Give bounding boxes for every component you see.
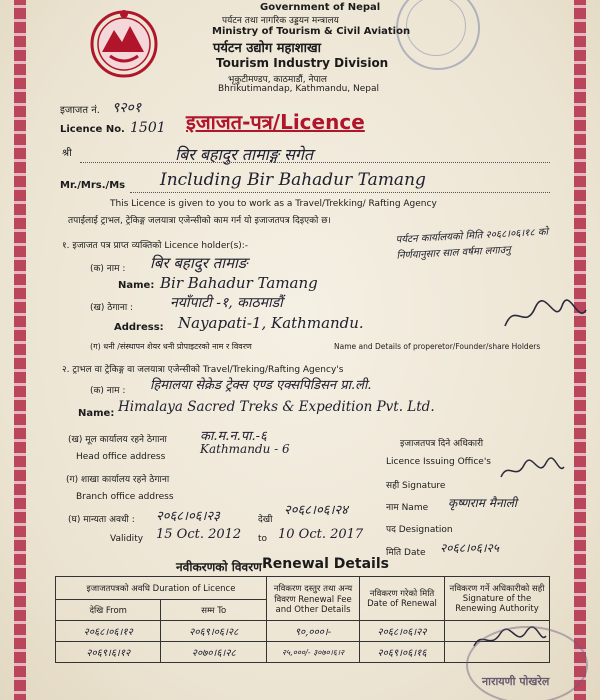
s2-head-value: Kathmandu - 6: [200, 442, 290, 456]
validity-np-dekhi: देखी: [258, 515, 273, 525]
s2-head-label: Head office address: [76, 452, 166, 462]
row2-from: २०६९।६।१२: [56, 642, 161, 663]
issuer-en: Licence Issuing Office's: [386, 457, 491, 467]
division-en: Tourism Industry Division: [216, 56, 389, 70]
stamp-name: नारायणी पोखरेल: [482, 675, 550, 688]
s1-name-label: Name:: [118, 280, 155, 291]
row1-to: २०६९।०६।२८: [161, 621, 267, 642]
shri-label: श्री: [62, 148, 72, 159]
row2-fee: २५,०००/- ३०७०।६।२: [267, 642, 360, 663]
name-label: नाम Name: [386, 503, 429, 513]
mr-label: Mr./Mrs./Ms: [60, 180, 126, 191]
left-decorative-border: [14, 0, 26, 700]
signature-mark-1: [500, 296, 590, 336]
gov-np-heading: Government of Nepal: [260, 2, 381, 13]
ministry-np: पर्यटन तथा नागरिक उड्डयन मन्त्रालय: [222, 16, 339, 26]
section1-heading: १. इजाजत पत्र प्राप्त व्यक्तिको Licence holder(s):-: [62, 241, 249, 251]
s2-branch-label: Branch office address: [76, 492, 174, 502]
name-value: कृष्णराम मैनाली: [448, 496, 517, 510]
s2-branch-np: (ग) शाखा कार्यालय रहने ठेगाना: [66, 475, 170, 485]
validity-np-to: २०६८।०६।२४: [284, 503, 348, 518]
handwritten-note: पर्यटन कार्यालयको मिति २०६८।०६।१८ को निर्णयानुसार साल वर्षमा लगाउनु: [395, 226, 549, 262]
s1-g-en: Name and Details of properetor/Founder/share Holders: [334, 342, 541, 351]
s1-name-np: बिर बहादुर तामाङ: [150, 254, 248, 272]
page-title: इजाजत-पत्र/Licence: [186, 110, 365, 134]
s1-addr-np: नयाँपाटी -१, काठमाडौं: [170, 295, 283, 311]
s1-name-np-label: (क) नाम :: [90, 264, 126, 274]
s2-head-np: का.म.न.पा.-६: [200, 429, 267, 444]
row1-from: २०६८।०६।१२: [56, 621, 161, 642]
s1-addr: Nayapati-1, Kathmandu.: [178, 314, 364, 332]
designation-label: पद Designation: [386, 525, 453, 535]
row1-fee: ९०,०००।-: [267, 621, 360, 642]
row1-date: २०६८।०६।२२: [360, 621, 445, 642]
holder-name-np: बिर बहादुर तामाङ्ग सगेत: [175, 145, 313, 164]
validity-to-word: to: [258, 534, 268, 544]
col-date: नविकरण गरेको मिति Date of Renewal: [360, 577, 445, 621]
col-from: देखि From: [56, 600, 161, 621]
validity-np-label: (घ) मान्यता अवधी :: [68, 515, 135, 525]
given-np: तपाईलाई ट्राभल, ट्रेकिङ्ग जलयात्रा एजेन्सीको काम गर्न यो इजाजतपत्र दिइएको छ।: [68, 216, 331, 226]
validity-to: 10 Oct. 2017: [278, 527, 364, 542]
address-en: Bhrikutimandap, Kathmandu, Nepal: [218, 84, 380, 94]
s1-addr-np-label: (ख) ठेगाना :: [90, 303, 134, 313]
col-to: सम्म To: [161, 600, 267, 621]
s2-name-np: हिमालया सेक्रेड ट्रेक्स एण्ड एक्सपिडिसन प्रा.ली.: [150, 378, 372, 393]
renewal-heading-np: नवीकरणको विवरण: [176, 560, 262, 574]
ijajat-no-label: इजाजत नं.: [60, 105, 100, 116]
issuer-np: इजाजतपत्र दिने अधिकारी: [400, 439, 484, 449]
validity-from: 15 Oct. 2012: [156, 527, 242, 542]
s2-name-label: Name:: [78, 408, 115, 419]
s2-name-np-label: (क) नाम :: [90, 386, 126, 396]
row2-to: २०७०।६।२८: [161, 642, 267, 663]
holder-name-en: Including Bir Bahadur Tamang: [160, 170, 426, 190]
s2-name: Himalaya Sacred Treks & Expedition Pvt. Ltd.: [118, 399, 435, 415]
s1-name: Bir Bahadur Tamang: [160, 274, 318, 292]
nepal-emblem-icon: [84, 6, 164, 80]
s1-g-np: (ग) धनी /संस्थापन शेयर धनी प्रोपाइटरको नाम र विवरण: [90, 342, 252, 351]
signature-label: सही Signature: [386, 481, 446, 491]
validity-np-from: २०६८।०६।२३: [156, 509, 220, 524]
col-fee: नविकरण दस्तुर तथा अन्य विवरण Renewal Fee and Other Details: [267, 577, 360, 621]
address-np: भृकुटीमण्डप, काठमाडौं, नेपाल: [228, 75, 328, 85]
ijajat-no-value: ९२०१: [112, 100, 142, 116]
validity-label: Validity: [110, 534, 144, 544]
signature-mark-2: [498, 455, 568, 485]
right-decorative-border: [574, 0, 586, 700]
renewal-heading-en: Renewal Details: [262, 556, 389, 572]
col-duration: इजाजतपत्रको अवधि Duration of Licence: [56, 577, 267, 600]
col-signature: नविकरण गर्ने अधिकारीको सही Signature of the Renewing Authority: [445, 577, 550, 621]
s2-head-np-label: (ख) मूल कार्यालय रहने ठेगाना: [68, 435, 167, 445]
row2-date: २०६९।०६।१६: [360, 642, 445, 663]
date-label: मिति Date: [386, 548, 426, 558]
licence-no-label: Licence No.: [60, 124, 125, 135]
division-np: पर्यटन उद्योग महाशाखा: [213, 41, 321, 56]
section2-heading: २. ट्राभल वा ट्रेकिङ्ग वा जलयात्रा एजेन्सीको Travel/Treking/Rafting Agency's: [62, 365, 344, 375]
licence-no-value: 1501: [130, 120, 166, 136]
ministry-en: Ministry of Tourism & Civil Aviation: [212, 26, 411, 37]
s1-addr-label: Address:: [114, 322, 164, 333]
given-en: This Licence is given to you to work as a Travel/Trekking/ Rafting Agency: [110, 199, 437, 209]
date-value: २०६८।०६।२५: [440, 541, 500, 555]
